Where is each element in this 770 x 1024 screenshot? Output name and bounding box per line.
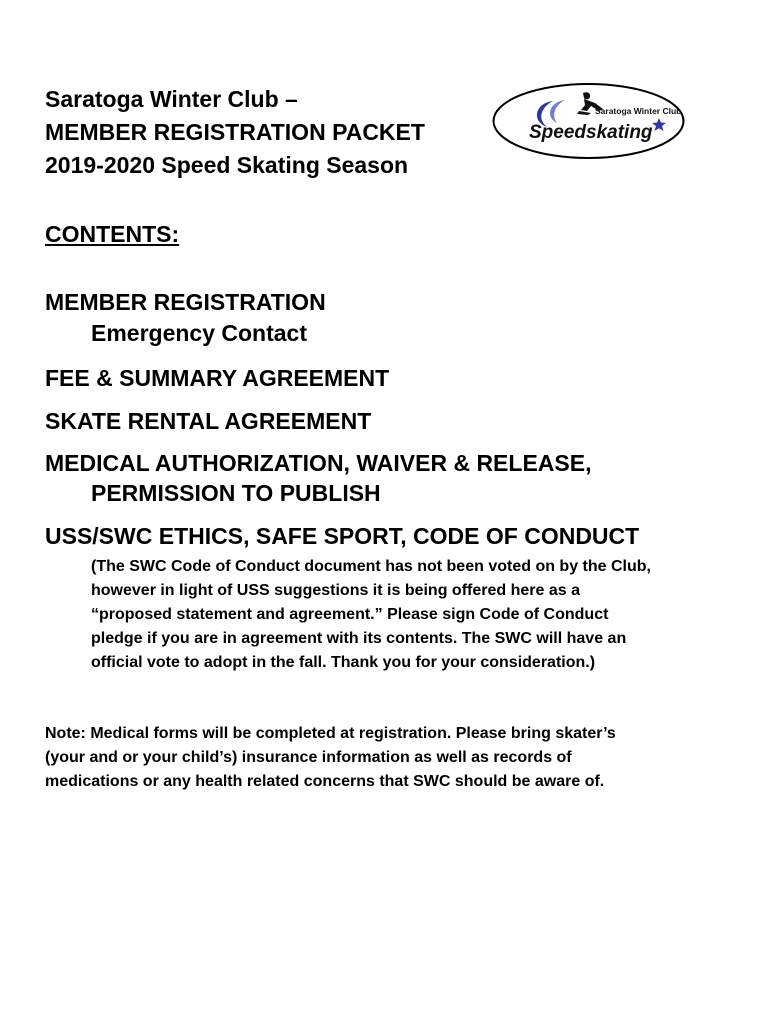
title-line-club: Saratoga Winter Club –: [45, 86, 298, 112]
contents-item-medical-authorization: MEDICAL AUTHORIZATION, WAIVER & RELEASE,: [45, 450, 592, 476]
code-of-conduct-note: [91, 555, 721, 675]
medical-forms-note: [45, 722, 735, 794]
paragraph-line: (your and or your child’s) insurance information as well as records of: [45, 749, 572, 766]
club-logo: [491, 81, 686, 161]
contents-item-member-registration: MEMBER REGISTRATION: [45, 289, 326, 315]
paragraph-line: “proposed statement and agreement.” Please sign Code of Conduct: [91, 606, 609, 623]
title-line-packet: MEMBER REGISTRATION PACKET: [45, 119, 425, 145]
contents-item-skate-rental: SKATE RENTAL AGREEMENT: [45, 408, 372, 434]
logo-main-text: Speedskating: [529, 122, 653, 143]
title-line-season: 2019-2020 Speed Skating Season: [45, 152, 409, 178]
contents-item-fee-summary: FEE & SUMMARY AGREEMENT: [45, 365, 390, 391]
contents-item-ethics-code-of-conduct: USS/SWC ETHICS, SAFE SPORT, CODE OF CONDUCT: [45, 523, 640, 549]
contents-subitem-permission-to-publish: PERMISSION TO PUBLISH: [91, 480, 381, 506]
paragraph-line: Note: Medical forms will be completed at registration. Please bring skater’s: [45, 725, 616, 742]
contents-heading: CONTENTS:: [45, 221, 180, 247]
paragraph-line: official vote to adopt in the fall. Thank you for your consideration.): [91, 654, 596, 671]
paragraph-line: (The SWC Code of Conduct document has not been voted on by the Club,: [91, 558, 651, 575]
logo-top-text: Saratoga Winter Club: [595, 106, 682, 116]
paragraph-line: medications or any health related concerns that SWC should be aware of.: [45, 773, 605, 790]
document-title: [45, 83, 425, 182]
paragraph-line: however in light of USS suggestions it is being offered here as a: [91, 582, 580, 599]
contents-subitem-emergency-contact: Emergency Contact: [91, 320, 308, 346]
paragraph-line: pledge if you are in agreement with its contents. The SWC will have an: [91, 630, 627, 647]
